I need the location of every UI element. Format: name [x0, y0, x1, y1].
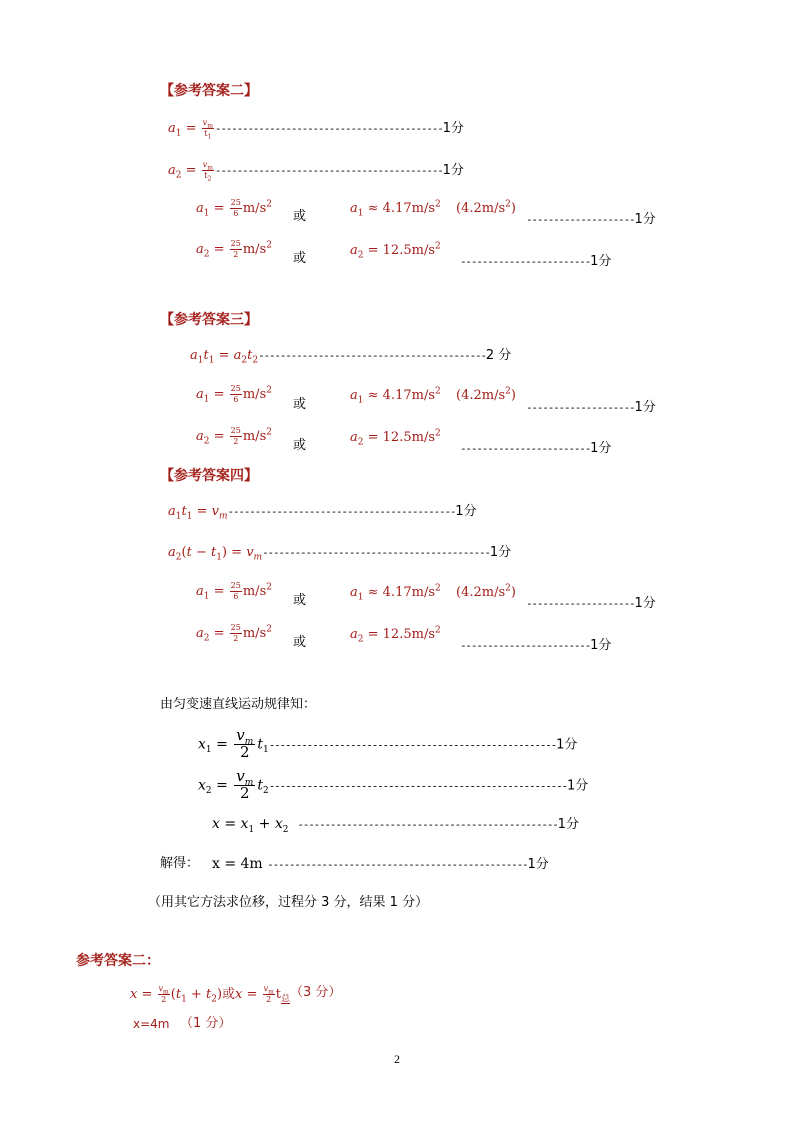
section-2-header: 【参考答案二】 [160, 83, 258, 99]
a1-approx: $a_1 \approx 4.17m/s^2$ [350, 583, 441, 603]
frac-den: 2 [233, 437, 239, 446]
a2-score-line [460, 439, 611, 455]
exact-value: = 12.5m/s [367, 627, 435, 642]
score: 1分 [557, 817, 579, 832]
a1-definition: $a_1$ = $\frac{v_m}{t_1}$ ------------------------------------------1分 [168, 118, 464, 141]
rhs: v [211, 504, 219, 519]
frac-num: 25 [230, 198, 241, 207]
exact-value: = 12.5m/s [367, 430, 435, 445]
a1-approx: $a_1 \approx 4.17m/s^2$ [350, 199, 441, 219]
a1-alt: $(4.2m/s^2)$ [456, 583, 516, 600]
dash-leader: ------------------------------------------ [262, 546, 490, 559]
frac-num: 25 [230, 581, 241, 590]
score: 1分 [566, 778, 589, 794]
score: 1分 [527, 857, 549, 872]
velocity-equation-1: $a_1t_1 = v_m------------------------------------------1$分 [168, 504, 477, 522]
score: 1分 [590, 254, 612, 269]
rhs-sub: m [219, 511, 228, 522]
a2-value: $a_2$ = $\frac{25}{2}$ $m/s^2$ [196, 239, 272, 260]
alt-result: x=4m [133, 1017, 170, 1031]
rhs: v [246, 545, 254, 560]
alt-formula-score: （3 分） [290, 985, 342, 1000]
x2-equation: $x_2$ = $\frac{v_m}{2}$ $t_2-------------------------------------------------------1$分 [198, 767, 589, 802]
solve-result: x = 4m [212, 856, 263, 872]
dash-leader: ------------------------------------------ [227, 505, 456, 518]
a2-exact: $a_2 = 12.5m/s^2$ [350, 625, 441, 645]
frac-num: 25 [230, 384, 241, 393]
unit: m/s [242, 626, 267, 641]
a1-score-line [526, 210, 656, 226]
dash-leader: ------------------------------------------------------- [268, 779, 567, 793]
product-equation: $a_1t_1 = a_2t_2------------------------------------------2$ 分 [190, 348, 512, 366]
a1-alt: $(4.2m/s^2)$ [456, 199, 516, 216]
or-label: 或 [293, 635, 307, 650]
a2-exact: $a_2 = 12.5m/s^2$ [350, 241, 441, 261]
a2-score-line [460, 636, 611, 652]
rhs-sub: m [253, 552, 263, 563]
a2-exact: $a_2 = 12.5m/s^2$ [350, 428, 441, 448]
a1-alt: $(4.2m/s^2)$ [456, 386, 516, 403]
unit: m/s [242, 242, 267, 257]
frac-num: 25 [230, 239, 241, 248]
frac-den: 2 [233, 250, 239, 259]
dash-leader: ------------------------------------------------ [267, 858, 528, 871]
score: 1分 [634, 596, 656, 611]
a2-value: $a_2$ = $\frac{25}{2}$ $m/s^2$ [196, 623, 272, 644]
alt-formula: x = $\frac{v_m}{2}$ $(t_1 + t_2)$或x = $\frac{v_m}{2}$ $t_总$ [130, 984, 291, 1005]
frac-num: 25 [230, 426, 241, 435]
frac-den: 2 [233, 634, 239, 643]
fraction: $\frac{v_m}{t_2}$ [202, 160, 213, 183]
a1-approx: $a_1 \approx 4.17m/s^2$ [350, 386, 441, 406]
frac-den: 6 [233, 209, 239, 218]
score: 2 分 [485, 348, 512, 363]
frac-den: 6 [233, 592, 239, 601]
score: 1分 [634, 212, 656, 227]
x1-equation: $x_1$ = $\frac{v_m}{2}$ $t_1-----------------------------------------------------1$分 [198, 726, 578, 761]
score: 1分 [590, 441, 612, 456]
frac-num: 25 [230, 623, 241, 632]
dash-leader: ----------------------------------------------------- [268, 738, 557, 752]
score: 1分 [442, 163, 464, 178]
section-4-header: 【参考答案四】 [160, 468, 258, 484]
score: 1分 [556, 737, 578, 753]
alt-answer-header: 参考答案二： [76, 953, 160, 969]
fraction: $\frac{v_m}{t_1}$ [202, 118, 213, 141]
or-label: 或 [293, 251, 307, 266]
velocity-equation-2: $a_2(t - t_1) = v_m------------------------------------------1$分 [168, 545, 512, 563]
dash-leader: ------------------------------------------ [214, 122, 443, 135]
dash-leader: -------------------- [526, 401, 635, 414]
dash-leader: -------------------- [526, 597, 635, 610]
a1-score-line [526, 594, 656, 610]
unit: m/s [242, 429, 267, 444]
displacement-intro: 由匀变速直线运动规律知： [160, 697, 317, 712]
a1-value: $a_1$ = $\frac{25}{6}$ $m/s^2$ [196, 581, 272, 602]
unit: m/s [242, 584, 267, 599]
frac-den: 6 [233, 395, 239, 404]
scoring-note: （用其它方法求位移，过程分 3 分，结果 1 分） [148, 895, 429, 910]
alt-value: (4.2m/s [456, 585, 506, 600]
alt-result-score: （1 分） [180, 1016, 232, 1031]
a2-value: $a_2$ = $\frac{25}{2}$ $m/s^2$ [196, 426, 272, 447]
score: 1分 [590, 638, 612, 653]
dash-leader: ------------------------ [460, 442, 591, 455]
solve-label: 解得： [160, 856, 200, 871]
dash-leader: ------------------------------------------ [258, 349, 486, 362]
dash-leader: ------------------------------------------ [214, 164, 443, 177]
dash-leader: ------------------------ [460, 639, 591, 652]
or-label: 或 [293, 438, 307, 453]
or-label: 或 [293, 593, 307, 608]
alt-value: (4.2m/s [456, 201, 506, 216]
score: 1分 [489, 545, 512, 560]
or-label: 或 [293, 397, 307, 412]
or-label: 或 [293, 209, 307, 224]
approx-value: ≈ 4.17m/s [367, 388, 435, 403]
dash-leader: -------------------- [526, 213, 635, 226]
alt-value: (4.2m/s [456, 388, 506, 403]
solve-equation [212, 857, 549, 871]
approx-value: ≈ 4.17m/s [367, 201, 435, 216]
unit: m/s [242, 387, 267, 402]
a1-value: $a_1$ = $\frac{25}{6}$ $m/s^2$ [196, 198, 272, 219]
dash-leader: ------------------------ [460, 255, 591, 268]
score: 1分 [455, 504, 477, 519]
exact-value: = 12.5m/s [367, 243, 435, 258]
score: 1分 [634, 400, 656, 415]
dash-leader: ------------------------------------------------ [297, 818, 558, 831]
approx-value: ≈ 4.17m/s [367, 585, 435, 600]
a2-definition: $a_2$ = $\frac{v_m}{t_2}$ ------------------------------------------1分 [168, 160, 464, 183]
section-3-header: 【参考答案三】 [160, 312, 258, 328]
sum-equation: $x = x_1 + x_2$ ------------------------------------------------1分 [212, 816, 579, 835]
unit: m/s [242, 201, 267, 216]
score: 1分 [442, 121, 464, 136]
a1-value: $a_1$ = $\frac{25}{6}$ $m/s^2$ [196, 384, 272, 405]
a2-score-line [460, 252, 611, 268]
page-number: 2 [394, 1052, 400, 1066]
a1-score-line [526, 398, 656, 414]
